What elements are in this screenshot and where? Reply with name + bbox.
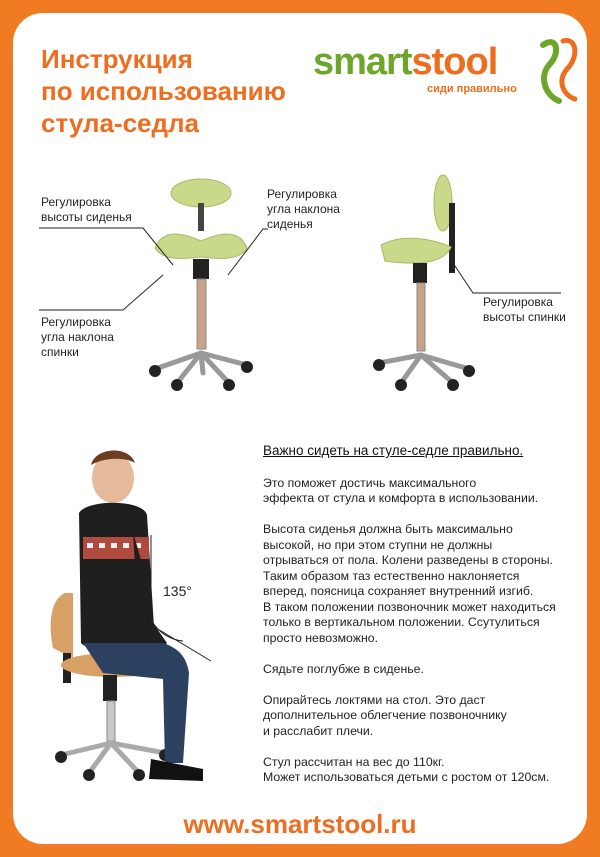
label-seat-tilt-line-3: сиденья xyxy=(267,217,313,231)
para4-line2: дополнительное облегчение позвоночнику xyxy=(263,708,507,722)
para2-line3: отрываться от пола. Колени разведены в стороны. xyxy=(263,553,553,567)
label-back-height-line-1: Регулировка xyxy=(483,295,553,309)
para2-line1: Высота сиденья должна быть максимально xyxy=(263,522,513,536)
instructions-block xyxy=(263,443,583,801)
logo-word-smart: smart xyxy=(313,41,412,83)
label-seat-height-line-2: высоты сиденья xyxy=(41,210,132,224)
para4-line1: Опирайтесь локтями на стол. Это даст xyxy=(263,692,486,707)
title-line-1: Инструкция xyxy=(41,44,193,74)
label-back-tilt-line-2: угла наклона xyxy=(41,330,114,344)
instructions-heading: Важно сидеть на стуле-седле правильно. xyxy=(263,443,524,458)
para1-line2: эффекта от стула и комфорта в использовании. xyxy=(263,491,539,505)
instruction-card xyxy=(13,13,587,844)
label-seat-tilt-line-2: угла наклона xyxy=(267,202,340,216)
label-back-height xyxy=(483,295,566,325)
instructions-paragraph-1 xyxy=(263,476,583,507)
label-seat-tilt xyxy=(267,187,340,232)
para5-line1: Стул рассчитан на вес до 110кг. xyxy=(263,754,445,769)
website-link[interactable]: www.smartstool.ru xyxy=(183,809,417,839)
para1-line1: Это поможет достичь максимального xyxy=(263,475,477,490)
label-seat-height xyxy=(41,195,132,225)
instructions-paragraph-2 xyxy=(263,522,583,646)
label-back-tilt-line-1: Регулировка xyxy=(41,315,111,329)
label-seat-tilt-line-1: Регулировка xyxy=(267,187,337,201)
logo-word-stool: stool xyxy=(411,41,498,83)
label-back-height-line-2: высоты спинки xyxy=(483,310,566,324)
para2-line2: высокой, но при этом ступни не должны xyxy=(263,537,493,552)
para2-line4: Таким образом таз естественно наклоняется xyxy=(263,568,520,583)
title-line-2: по использованию xyxy=(41,76,286,106)
label-back-tilt-line-3: спинки xyxy=(41,345,79,359)
instructions-paragraph-3 xyxy=(263,662,583,678)
instructions-paragraph-5 xyxy=(263,755,583,786)
logo-tagline: сиди правильно xyxy=(427,83,517,95)
para5-line2: Может использоваться детьми с ростом от 120см. xyxy=(263,770,550,784)
para2-line6: В таком положении позвоночник может находиться xyxy=(263,599,556,614)
para2-line7: только в вертикальном положении. Ссутулиться xyxy=(263,615,540,629)
label-back-tilt xyxy=(41,315,114,360)
title-line-3: стула-седла xyxy=(41,108,199,138)
angle-label: 135° xyxy=(163,583,192,599)
label-seat-height-line-1: Регулировка xyxy=(41,195,111,209)
para4-line3: и расслабит плечи. xyxy=(263,723,374,738)
para3-line1: Сядьте поглубже в сиденье. xyxy=(263,661,424,676)
instructions-paragraph-4 xyxy=(263,693,583,740)
para2-line5: вперед, поясница сохраняет внутренний изгиб. xyxy=(263,584,534,598)
para2-line8: просто невозможно. xyxy=(263,630,379,645)
